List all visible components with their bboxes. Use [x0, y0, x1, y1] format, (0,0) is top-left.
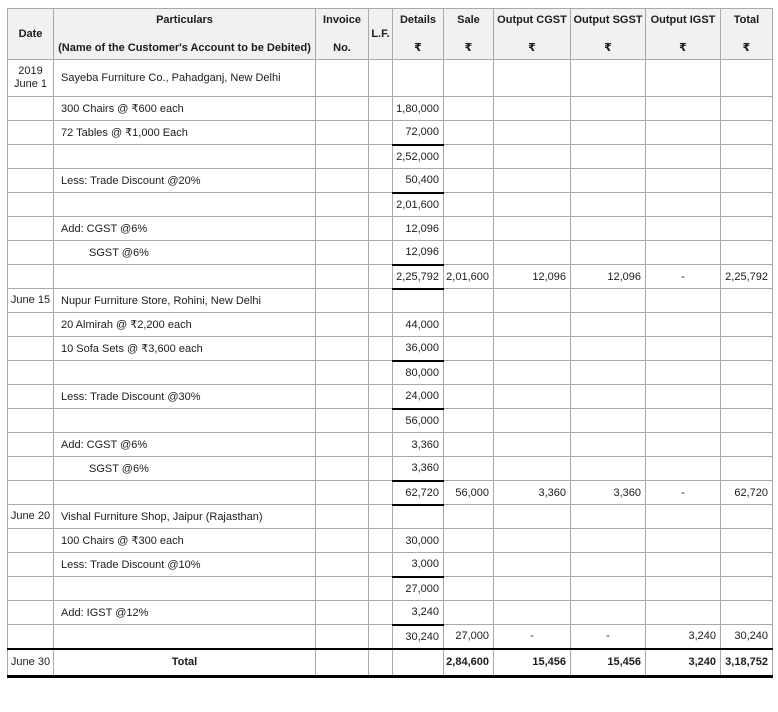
cell-sale — [444, 337, 494, 361]
cell-particulars: SGST @6% — [54, 457, 316, 481]
cell-invoice — [316, 97, 369, 121]
table-row — [8, 409, 773, 433]
cell-lf — [369, 145, 393, 169]
cell-total — [721, 60, 773, 97]
cell-details — [393, 505, 444, 529]
rupee-symbol: ₹ — [464, 42, 473, 54]
table-row — [8, 97, 773, 121]
cell-date — [8, 241, 54, 265]
cell-lf — [369, 289, 393, 313]
cell-invoice — [316, 601, 369, 625]
total-row-invoice — [316, 649, 369, 677]
cell-particulars: Sayeba Furniture Co., Pahadganj, New Delhi — [54, 60, 316, 97]
cell-total — [721, 385, 773, 409]
table-row — [8, 217, 773, 241]
col-header-invoice-no — [316, 9, 369, 60]
cell-invoice — [316, 433, 369, 457]
cell-details: 44,000 — [393, 313, 444, 337]
cell-igst — [646, 121, 721, 145]
cell-sgst — [571, 121, 646, 145]
col-header-date: Date — [8, 9, 54, 60]
cell-igst — [646, 529, 721, 553]
table-row — [8, 529, 773, 553]
cell-sgst — [571, 289, 646, 313]
cell-igst — [646, 193, 721, 217]
cell-sgst — [571, 241, 646, 265]
cell-invoice — [316, 577, 369, 601]
cell-cgst — [494, 289, 571, 313]
cell-cgst — [494, 169, 571, 193]
cell-sgst — [571, 193, 646, 217]
cell-total — [721, 241, 773, 265]
cell-lf — [369, 625, 393, 649]
sales-book-table — [7, 8, 773, 678]
cell-lf — [369, 241, 393, 265]
cell-total — [721, 433, 773, 457]
cell-lf — [369, 217, 393, 241]
cell-lf — [369, 121, 393, 145]
cell-date: June 20 — [8, 505, 54, 529]
col-header-total: Total ₹ — [721, 9, 773, 60]
cell-details: 36,000 — [393, 337, 444, 361]
cell-igst — [646, 409, 721, 433]
cell-sale — [444, 553, 494, 577]
cell-details: 72,000 — [393, 121, 444, 145]
cell-cgst: - — [494, 625, 571, 649]
cell-cgst — [494, 457, 571, 481]
cell-particulars — [54, 577, 316, 601]
cell-sale — [444, 385, 494, 409]
cell-total — [721, 553, 773, 577]
col-header-output-igst: Output IGST ₹ — [646, 9, 721, 60]
cell-total: 2,25,792 — [721, 265, 773, 289]
cell-particulars: SGST @6% — [54, 241, 316, 265]
cell-invoice — [316, 409, 369, 433]
cell-details: 3,360 — [393, 457, 444, 481]
total-row-sale: 2,84,600 — [444, 649, 494, 677]
cell-cgst — [494, 385, 571, 409]
cell-details — [393, 60, 444, 97]
cell-total — [721, 145, 773, 169]
cell-details: 24,000 — [393, 385, 444, 409]
cell-particulars — [54, 265, 316, 289]
cell-sale — [444, 97, 494, 121]
cell-details: 30,240 — [393, 625, 444, 649]
cell-cgst — [494, 313, 571, 337]
cell-particulars: 10 Sofa Sets @ ₹3,600 each — [54, 337, 316, 361]
total-row-cgst: 15,456 — [494, 649, 571, 677]
cell-total — [721, 289, 773, 313]
cell-particulars: 72 Tables @ ₹1,000 Each — [54, 121, 316, 145]
col-header-invoice-line2: No. — [333, 42, 351, 54]
cell-invoice — [316, 145, 369, 169]
col-header-details: Details ₹ — [393, 9, 444, 60]
table-row — [8, 481, 773, 505]
cell-details: 50,400 — [393, 169, 444, 193]
cell-particulars: Add: IGST @12% — [54, 601, 316, 625]
rupee-symbol: ₹ — [742, 42, 751, 54]
cell-cgst — [494, 433, 571, 457]
cell-total — [721, 577, 773, 601]
cell-date — [8, 169, 54, 193]
cell-cgst — [494, 121, 571, 145]
cell-sgst — [571, 169, 646, 193]
cell-cgst — [494, 361, 571, 385]
cell-total — [721, 409, 773, 433]
cell-particulars: Less: Trade Discount @20% — [54, 169, 316, 193]
cell-lf — [369, 265, 393, 289]
cell-sgst — [571, 385, 646, 409]
cell-particulars: Nupur Furniture Store, Rohini, New Delhi — [54, 289, 316, 313]
cell-igst — [646, 313, 721, 337]
cell-total: 62,720 — [721, 481, 773, 505]
cell-total — [721, 505, 773, 529]
total-row-sgst: 15,456 — [571, 649, 646, 677]
cell-sgst — [571, 553, 646, 577]
cell-total — [721, 601, 773, 625]
cell-sale — [444, 577, 494, 601]
cell-sale — [444, 601, 494, 625]
cell-invoice — [316, 241, 369, 265]
cell-sgst — [571, 97, 646, 121]
cell-total — [721, 529, 773, 553]
cell-details: 3,000 — [393, 553, 444, 577]
cell-sale — [444, 529, 494, 553]
table-row — [8, 337, 773, 361]
cell-date: June 15 — [8, 289, 54, 313]
cell-particulars — [54, 145, 316, 169]
table-row — [8, 289, 773, 313]
cell-sgst — [571, 505, 646, 529]
cell-igst — [646, 433, 721, 457]
cell-sgst — [571, 409, 646, 433]
cell-cgst — [494, 577, 571, 601]
cell-sale — [444, 361, 494, 385]
cell-cgst: 12,096 — [494, 265, 571, 289]
cell-igst — [646, 505, 721, 529]
cell-particulars — [54, 481, 316, 505]
cell-igst — [646, 60, 721, 97]
cell-particulars: Add: CGST @6% — [54, 433, 316, 457]
cell-sale — [444, 241, 494, 265]
cell-details: 3,240 — [393, 601, 444, 625]
table-row — [8, 145, 773, 169]
cell-invoice — [316, 169, 369, 193]
cell-sgst — [571, 601, 646, 625]
cell-date — [8, 433, 54, 457]
cell-invoice — [316, 361, 369, 385]
cell-details: 2,25,792 — [393, 265, 444, 289]
cell-details — [393, 289, 444, 313]
cell-invoice — [316, 457, 369, 481]
cell-total — [721, 193, 773, 217]
cell-sgst — [571, 529, 646, 553]
cell-cgst — [494, 553, 571, 577]
cell-lf — [369, 409, 393, 433]
cell-particulars: Less: Trade Discount @10% — [54, 553, 316, 577]
table-row — [8, 169, 773, 193]
header-row — [8, 9, 773, 60]
cell-lf — [369, 577, 393, 601]
col-header-particulars-title: Particulars — [156, 14, 213, 26]
cell-particulars — [54, 409, 316, 433]
total-row-date: June 30 — [8, 649, 54, 677]
table-row — [8, 313, 773, 337]
cell-total — [721, 217, 773, 241]
cell-sgst — [571, 313, 646, 337]
cell-invoice — [316, 505, 369, 529]
cell-date — [8, 97, 54, 121]
cell-igst: - — [646, 481, 721, 505]
cell-particulars — [54, 361, 316, 385]
cell-igst — [646, 97, 721, 121]
cell-details: 12,096 — [393, 217, 444, 241]
cell-lf — [369, 505, 393, 529]
cell-lf — [369, 385, 393, 409]
col-header-particulars — [54, 9, 316, 60]
table-row — [8, 265, 773, 289]
table-row — [8, 577, 773, 601]
cell-lf — [369, 169, 393, 193]
cell-invoice — [316, 553, 369, 577]
cell-particulars: Vishal Furniture Shop, Jaipur (Rajasthan) — [54, 505, 316, 529]
table-row — [8, 505, 773, 529]
cell-total — [721, 121, 773, 145]
cell-lf — [369, 433, 393, 457]
cell-invoice — [316, 481, 369, 505]
cell-cgst — [494, 529, 571, 553]
cell-igst — [646, 337, 721, 361]
table-row — [8, 60, 773, 97]
col-header-output-cgst: Output CGST ₹ — [494, 9, 571, 60]
table-row — [8, 241, 773, 265]
cell-cgst — [494, 337, 571, 361]
cell-sgst: 3,360 — [571, 481, 646, 505]
cell-particulars — [54, 625, 316, 649]
col-header-particulars-subtitle: (Name of the Customer's Account to be Debited) — [58, 42, 311, 54]
cell-details: 2,01,600 — [393, 193, 444, 217]
cell-particulars: Less: Trade Discount @30% — [54, 385, 316, 409]
cell-lf — [369, 193, 393, 217]
cell-total — [721, 361, 773, 385]
cell-total — [721, 97, 773, 121]
cell-cgst — [494, 217, 571, 241]
cell-details: 56,000 — [393, 409, 444, 433]
cell-date — [8, 385, 54, 409]
cell-lf — [369, 97, 393, 121]
cell-sgst — [571, 433, 646, 457]
cell-total — [721, 337, 773, 361]
table-row — [8, 553, 773, 577]
cell-cgst — [494, 193, 571, 217]
cell-sale — [444, 289, 494, 313]
total-row-igst: 3,240 — [646, 649, 721, 677]
cell-sgst — [571, 577, 646, 601]
cell-igst — [646, 361, 721, 385]
cell-details: 12,096 — [393, 241, 444, 265]
cell-total — [721, 169, 773, 193]
cell-sale — [444, 193, 494, 217]
cell-sale: 27,000 — [444, 625, 494, 649]
cell-particulars: 300 Chairs @ ₹600 each — [54, 97, 316, 121]
cell-cgst — [494, 60, 571, 97]
cell-cgst — [494, 505, 571, 529]
cell-sale — [444, 169, 494, 193]
cell-sale — [444, 121, 494, 145]
cell-date — [8, 121, 54, 145]
col-header-lf: L.F. — [369, 9, 393, 60]
cell-sale — [444, 433, 494, 457]
cell-date — [8, 481, 54, 505]
cell-igst — [646, 457, 721, 481]
cell-particulars — [54, 193, 316, 217]
cell-invoice — [316, 313, 369, 337]
cell-cgst — [494, 241, 571, 265]
cell-igst — [646, 241, 721, 265]
cell-sale — [444, 313, 494, 337]
cell-cgst — [494, 409, 571, 433]
cell-invoice — [316, 60, 369, 97]
cell-lf — [369, 313, 393, 337]
cell-igst — [646, 289, 721, 313]
cell-date — [8, 337, 54, 361]
cell-invoice — [316, 265, 369, 289]
cell-sgst — [571, 337, 646, 361]
table-row — [8, 121, 773, 145]
cell-cgst — [494, 601, 571, 625]
table-row — [8, 361, 773, 385]
cell-invoice — [316, 529, 369, 553]
cell-sale: 2,01,600 — [444, 265, 494, 289]
cell-igst — [646, 577, 721, 601]
cell-invoice — [316, 337, 369, 361]
cell-igst — [646, 601, 721, 625]
cell-igst — [646, 169, 721, 193]
cell-date: 2019 June 1 — [8, 60, 54, 97]
total-row-details — [393, 649, 444, 677]
cell-sgst — [571, 60, 646, 97]
cell-sgst — [571, 145, 646, 169]
cell-particulars: 100 Chairs @ ₹300 each — [54, 529, 316, 553]
cell-particulars: Add: CGST @6% — [54, 217, 316, 241]
cell-sale — [444, 60, 494, 97]
cell-date — [8, 625, 54, 649]
cell-lf — [369, 60, 393, 97]
cell-particulars: 20 Almirah @ ₹2,200 each — [54, 313, 316, 337]
cell-total — [721, 313, 773, 337]
cell-sale: 56,000 — [444, 481, 494, 505]
cell-details: 2,52,000 — [393, 145, 444, 169]
table-row — [8, 433, 773, 457]
sales-book-body — [8, 60, 773, 649]
cell-total: 30,240 — [721, 625, 773, 649]
cell-sale — [444, 505, 494, 529]
cell-sgst: - — [571, 625, 646, 649]
cell-invoice — [316, 385, 369, 409]
table-row — [8, 601, 773, 625]
cell-sale — [444, 217, 494, 241]
cell-date — [8, 193, 54, 217]
cell-sgst — [571, 361, 646, 385]
cell-igst: 3,240 — [646, 625, 721, 649]
col-header-sale: Sale ₹ — [444, 9, 494, 60]
cell-details: 1,80,000 — [393, 97, 444, 121]
cell-date — [8, 409, 54, 433]
cell-igst: - — [646, 265, 721, 289]
cell-invoice — [316, 289, 369, 313]
rupee-symbol: ₹ — [679, 42, 687, 54]
cell-sale — [444, 145, 494, 169]
cell-date — [8, 265, 54, 289]
cell-invoice — [316, 625, 369, 649]
cell-details: 80,000 — [393, 361, 444, 385]
cell-details: 62,720 — [393, 481, 444, 505]
table-row — [8, 385, 773, 409]
cell-date — [8, 457, 54, 481]
table-row — [8, 625, 773, 649]
cell-sgst — [571, 217, 646, 241]
cell-details: 3,360 — [393, 433, 444, 457]
cell-date — [8, 601, 54, 625]
cell-igst — [646, 145, 721, 169]
cell-lf — [369, 529, 393, 553]
cell-invoice — [316, 121, 369, 145]
col-header-output-sgst: Output SGST ₹ — [571, 9, 646, 60]
cell-lf — [369, 601, 393, 625]
cell-cgst: 3,360 — [494, 481, 571, 505]
cell-sale — [444, 457, 494, 481]
cell-sgst: 12,096 — [571, 265, 646, 289]
cell-sgst — [571, 457, 646, 481]
cell-lf — [369, 361, 393, 385]
cell-total — [721, 457, 773, 481]
total-row — [8, 649, 773, 677]
cell-invoice — [316, 193, 369, 217]
cell-invoice — [316, 217, 369, 241]
cell-date — [8, 217, 54, 241]
cell-details: 27,000 — [393, 577, 444, 601]
total-row-label: Total — [54, 649, 316, 677]
total-row-total: 3,18,752 — [721, 649, 773, 677]
cell-cgst — [494, 97, 571, 121]
cell-date — [8, 529, 54, 553]
cell-igst — [646, 553, 721, 577]
cell-igst — [646, 385, 721, 409]
cell-date — [8, 361, 54, 385]
cell-date — [8, 553, 54, 577]
cell-igst — [646, 217, 721, 241]
rupee-symbol: ₹ — [414, 42, 422, 54]
rupee-symbol: ₹ — [604, 42, 612, 54]
cell-date — [8, 145, 54, 169]
cell-sale — [444, 409, 494, 433]
cell-date — [8, 313, 54, 337]
cell-lf — [369, 481, 393, 505]
rupee-symbol: ₹ — [528, 42, 536, 54]
total-row-lf — [369, 649, 393, 677]
cell-cgst — [494, 145, 571, 169]
table-row — [8, 193, 773, 217]
col-header-invoice-line1: Invoice — [323, 14, 361, 26]
table-row — [8, 457, 773, 481]
cell-lf — [369, 337, 393, 361]
cell-details: 30,000 — [393, 529, 444, 553]
cell-lf — [369, 553, 393, 577]
cell-lf — [369, 457, 393, 481]
cell-date — [8, 577, 54, 601]
